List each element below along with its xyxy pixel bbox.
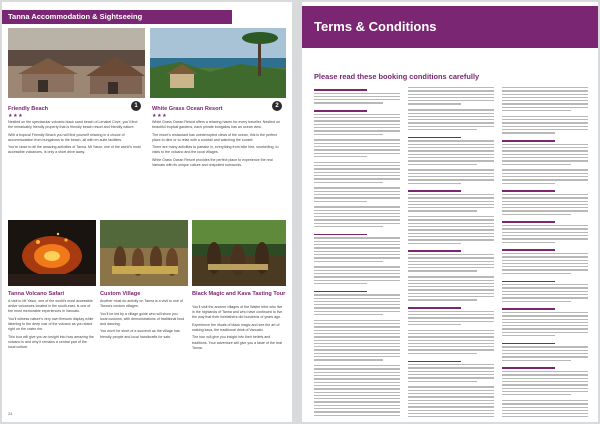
paragraph: You're close to all the amazing activities of Tanna. Mt Yasur, one of the world's most accessible volcanoes, is only a short drive away. <box>8 145 141 155</box>
volcano-safari-photo <box>8 220 96 286</box>
paragraph: The resort's restaurant has uninterrupted views of the ocean, this is the perfect place to dine or to relax with a cocktail and watching the sunset. <box>152 132 277 142</box>
feature-description <box>192 305 286 353</box>
section-title: Tanna Accommodation & Sightseeing <box>8 12 143 21</box>
paragraph: You'll witness nature's very own firework display while listening to the deep roar of the volcano as you stand right on the crater rim. <box>8 316 94 331</box>
star-rating: ★★★ <box>152 113 168 119</box>
paragraph: You'll be led by a village guide who will show you local customs, with demonstrations of traditional food and dancing. <box>100 311 185 326</box>
feature-description <box>8 299 94 352</box>
paragraph: A visit to Mt Yasur, one of the world's most accessible active volcanoes located in the south-east, is one of the most memorable experiences in Vanuatu. <box>8 299 93 314</box>
feature-title: Tanna Volcano Safari <box>8 291 65 297</box>
paragraph: There are many activities to partake in, everything from bike hire, snorkelling, to visits to the volcano and the local villages. <box>152 145 279 155</box>
black-magic-tour-photo <box>192 220 286 286</box>
title-band <box>302 6 598 48</box>
hotel-number-badge: 2 <box>272 101 282 111</box>
left-page <box>2 2 292 422</box>
paragraph: Nestled on the spectacular volcanic black sand beach of Lenakel Cove, you'll find the remarkably friendly property that is friendly beach resort and friendly nature. <box>8 120 138 130</box>
terms-column-2 <box>408 87 494 417</box>
white-grass-photo <box>150 28 286 98</box>
hotel-description <box>8 120 143 158</box>
right-page <box>302 2 598 422</box>
paragraph: With a tropical Friendly Beach you will find yourself relaxing in a choice of accommodation from bungalows to the beach, all with en-suite facilities. <box>8 132 125 142</box>
feature-title: Black Magic and Kava Tasting Tour <box>192 291 286 297</box>
terms-heading: Please read these booking conditions carefully <box>314 72 480 81</box>
page-title: Terms & Conditions <box>314 19 437 34</box>
hotel-title: White Grass Ocean Resort <box>152 106 223 112</box>
page-number: 24 <box>8 411 13 416</box>
star-rating: ★★★ <box>8 113 24 119</box>
terms-column-1 <box>314 87 400 417</box>
paragraph: The tour will give you insight into their beliefs and traditions. Your adventure will give you a taste of the real Tanna. <box>192 335 282 350</box>
hotel-description <box>152 120 286 171</box>
paragraph: White Grass Ocean Resort offers a relaxing haven for every traveller. Nestled on beautiful tropical gardens, each private bungalow has an ocean view. <box>152 120 280 130</box>
paragraph: You'll visit the ancient villages of the Waiter tribe who live in the highlands of Tanna and who have continued to live the way that their forefathers did hundreds of years ago. <box>192 305 283 320</box>
section-band <box>2 10 232 24</box>
terms-column-3 <box>502 87 588 417</box>
hotel-number-badge: 1 <box>131 101 141 111</box>
friendly-beach-photo <box>8 28 145 98</box>
paragraph: This tour will give you an insight into how amazing the volcano is and why it remains a central part of the local culture. <box>8 334 94 349</box>
custom-village-photo <box>100 220 188 286</box>
feature-description <box>100 299 186 342</box>
paragraph: Another must do activity on Tanna is a visit to one of Tanna's custom villages. <box>100 299 183 309</box>
paragraph: Experience the rituals of black magic and see the art of making kava, the traditional drink of Vanuatu. <box>192 322 280 332</box>
hotel-title: Friendly Beach <box>8 106 49 112</box>
paragraph: You won't be short of a souvenir as the village has friendly people and local handicrafts for sale. <box>100 329 180 339</box>
feature-title: Custom Village <box>100 291 141 297</box>
paragraph: White Grass Ocean Resort provides the perfect place to experience the real Vanuatu with its unique culture and unspoiled surrounds. <box>152 158 273 168</box>
